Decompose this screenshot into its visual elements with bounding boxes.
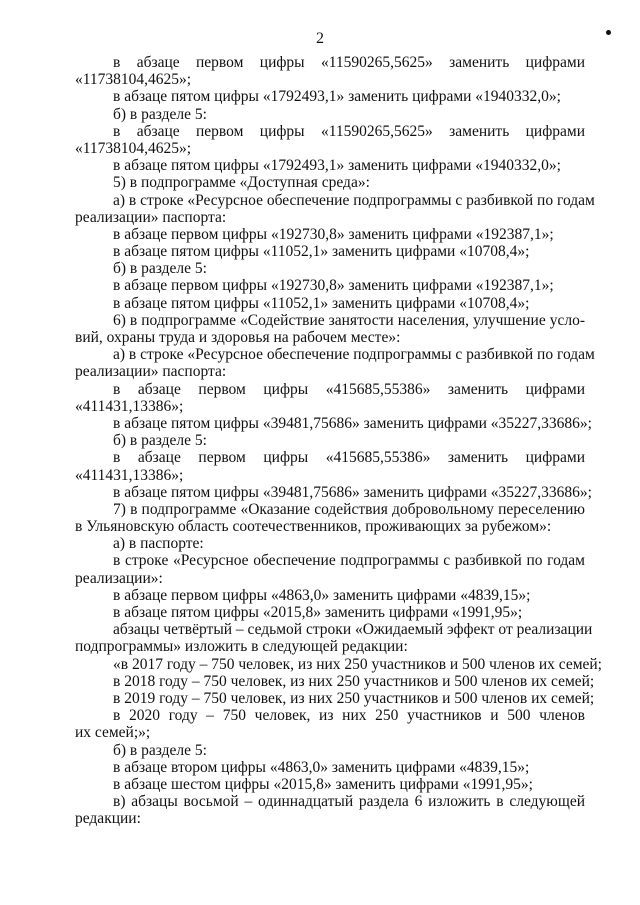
text-line: редакции: (75, 810, 141, 828)
text-line: 7) в подпрограмме «Оказание содействия добровольному переселению (113, 500, 585, 518)
text-line: реализации»: (75, 569, 163, 587)
text-line: в 2018 году – 750 человек, из них 250 участников и 500 членов их семей; (113, 672, 595, 690)
text-line: их семей;»; (75, 724, 151, 742)
text-line: б) в разделе 5: (113, 432, 207, 450)
text-line: б) в разделе 5: (113, 741, 207, 759)
text-line: в абзаце первом цифры «11590265,5625» заменить цифрами (113, 122, 585, 140)
text-line: в абзаце пятом цифры «11052,1» заменить цифрами «10708,4»; (113, 294, 530, 312)
text-line: реализации» паспорта: (75, 363, 227, 381)
text-line: в абзаце первом цифры «11590265,5625» заменить цифрами (113, 54, 585, 71)
text-line: «411431,13386»; (75, 397, 184, 415)
text-line: в абзаце первом цифры «415685,55386» заменить цифрами (113, 380, 585, 398)
text-line: в абзаце пятом цифры «2015,8» заменить цифрами «1991,95»; (113, 604, 523, 621)
dot-mark (606, 30, 611, 35)
text-line: «в 2017 году – 750 человек, из них 250 участников и 500 членов их семей; (113, 655, 602, 673)
text-line: 6) в подпрограмме «Содействие занятости населения, улучшение усло- (113, 311, 585, 329)
text-line: «411431,13386»; (75, 466, 184, 484)
text-line: в абзаце пятом цифры «39481,75686» заменить цифрами «35227,33686»; (113, 483, 592, 501)
text-line: абзацы четвёртый – седьмой строки «Ожидаемый эффект от реализации (113, 621, 593, 639)
text-line: в абзаце пятом цифры «1792493,1» заменить цифрами «1940332,0»; (113, 157, 561, 175)
text-line: б) в разделе 5: (113, 105, 207, 123)
text-line: в абзаце первом цифры «192730,8» заменить цифрами «192387,1»; (113, 277, 554, 295)
text-line: в строке «Ресурсное обеспечение подпрограммы с разбивкой по годам (113, 552, 585, 570)
page-number: 2 (316, 30, 324, 47)
text-line: в Ульяновскую область соотечественников, проживающих за рубежом»: (75, 518, 552, 536)
text-line: «11738104,4625»; (75, 71, 192, 89)
text-line: 5) в подпрограмме «Доступная среда»: (113, 174, 370, 192)
text-line: а) в строке «Ресурсное обеспечение подпрограммы с разбивкой по годам (113, 346, 595, 364)
text-line: в абзаце пятом цифры «1792493,1» заменить цифрами «1940332,0»; (113, 88, 561, 106)
text-line: «11738104,4625»; (75, 139, 192, 157)
text-line: а) в паспорте: (113, 535, 204, 553)
text-line: а) в строке «Ресурсное обеспечение подпрограммы с разбивкой по годам (113, 191, 595, 209)
text-line: в абзаце первом цифры «415685,55386» заменить цифрами (113, 449, 585, 467)
text-line: подпрограммы» изложить в следующей редакции: (75, 638, 408, 656)
text-line: в абзаце шестом цифры «2015,8» заменить цифрами «1991,95»; (113, 775, 533, 793)
text-line: в абзаце пятом цифры «39481,75686» заменить цифрами «35227,33686»; (113, 414, 592, 432)
text-line: б) в разделе 5: (113, 260, 207, 278)
text-line: в) абзацы восьмой – одиннадцатый раздела 6 изложить в следующей (113, 793, 585, 811)
text-line: в абзаце втором цифры «4863,0» заменить цифрами «4839,15»; (113, 758, 530, 776)
text-line: реализации» паспорта: (75, 208, 227, 226)
text-line: в абзаце пятом цифры «11052,1» заменить цифрами «10708,4»; (113, 243, 530, 261)
text-line: в 2019 году – 750 человек, из них 250 участников и 500 членов их семей; (113, 689, 595, 707)
text-line: в 2020 году – 750 человек, из них 250 участников и 500 членов (113, 707, 585, 725)
document-body (75, 54, 602, 828)
text-line: в абзаце первом цифры «192730,8» заменить цифрами «192387,1»; (113, 225, 554, 243)
text-line: вий, охраны труда и здоровья на рабочем месте»: (75, 329, 401, 346)
text-line: в абзаце первом цифры «4863,0» заменить цифрами «4839,15»; (113, 586, 531, 604)
